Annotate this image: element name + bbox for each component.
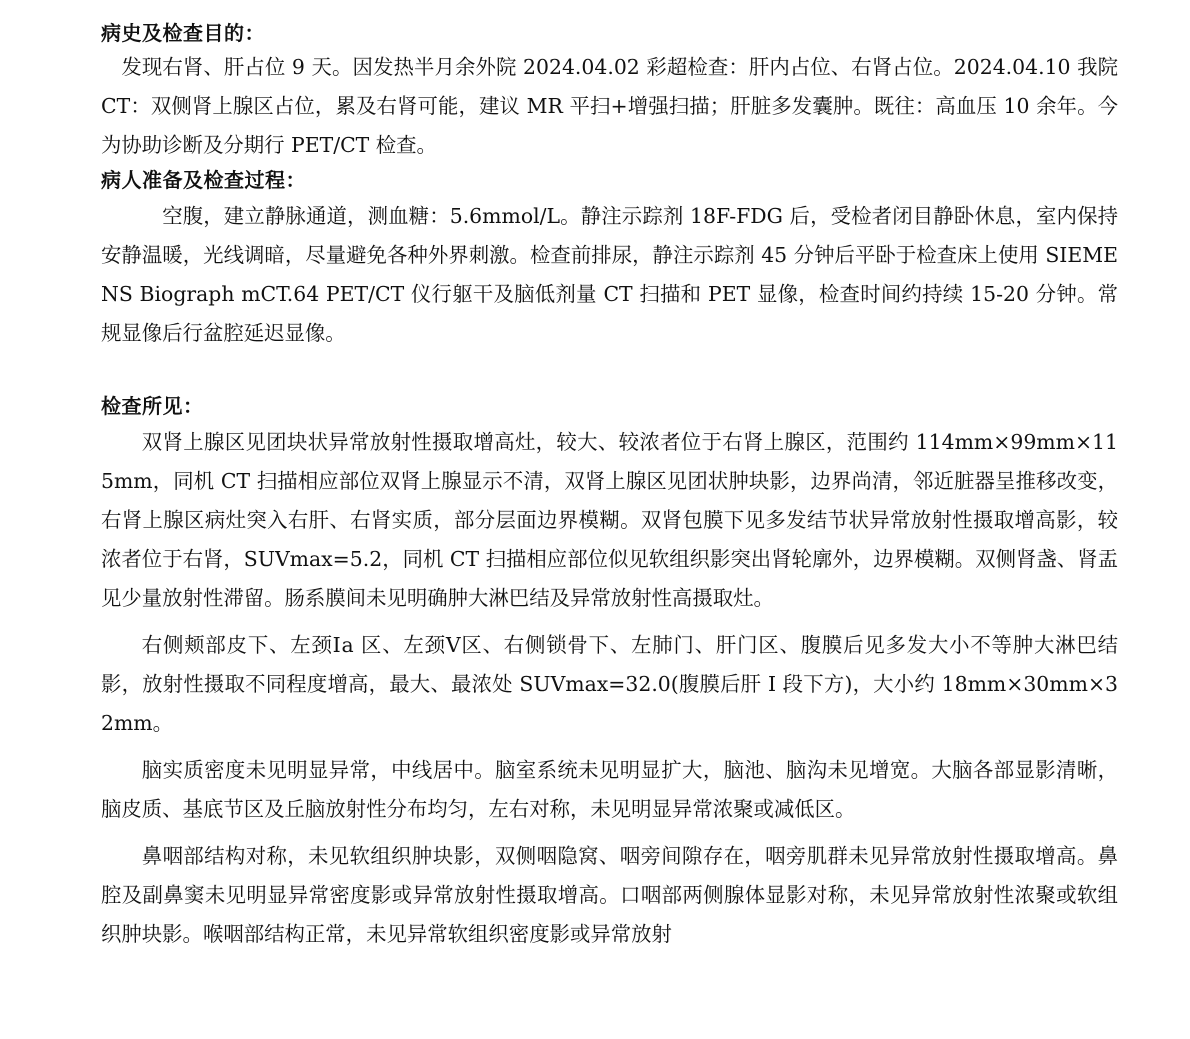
preparation-heading: 病人准备及检查过程： bbox=[101, 168, 306, 192]
findings-paragraph-nasopharynx: 鼻咽部结构对称，未见软组织肿块影，双侧咽隐窝、咽旁间隙存在，咽旁肌群未见异常放射性摄取增高。鼻腔及副鼻窦未见明显异常密度影或异常放射性摄取增高。口咽部两侧腺体显影对称，未见异常放射性浓聚或软组织肿块影。喉咽部结构正常，未见异常软组织密度影或异常放射 bbox=[101, 844, 1118, 946]
preparation-paragraph: 空腹，建立静脉通道，测血糖：5.6mmol/L。静注示踪剂 18F-FDG 后，受检者闭目静卧休息，室内保持安静温暖，光线调暗，尽量避免各种外界刺激。检查前排尿，静注示踪剂 45 分钟后平卧于检查床上使用 SIEMENS Biograph mCT.64 PET/CT 仪行躯干及脑低剂量 CT 扫描和 PET 显像，检查时间约持续 15-20 分钟。常规显像后行盆腔延迟显像。 bbox=[101, 204, 1118, 345]
findings-heading: 检查所见： bbox=[101, 394, 204, 418]
findings-paragraph-adrenal: 双肾上腺区见团块状异常放射性摄取增高灶，较大、较浓者位于右肾上腺区，范围约 114mm×99mm×115mm，同机 CT 扫描相应部位双肾上腺显示不清，双肾上腺区见团状肿块影，边界尚清，邻近脏器呈推移改变，右肾上腺区病灶突入右肝、右肾实质，部分层面边界模糊。双肾包膜下见多发结节状异常放射性摄取增高影，较浓者位于右肾，SUVmax=5.2，同机 CT 扫描相应部位似见软组织影突出肾轮廓外，边界模糊。双侧肾盏、肾盂见少量放射性滞留。肠系膜间未见明确肿大淋巴结及异常放射性高摄取灶。 bbox=[101, 430, 1118, 610]
history-paragraph: 发现右肾、肝占位 9 天。因发热半月余外院 2024.04.02 彩超检查：肝内占位、右肾占位。2024.04.10 我院 CT：双侧肾上腺区占位，累及右肾可能，建议 MR 平扫+增强扫描；肝脏多发囊肿。既往：高血压 10 余年。今为协助诊断及分期行 PET/CT 检查。 bbox=[101, 55, 1118, 157]
history-heading: 病史及检查目的： bbox=[101, 21, 265, 45]
findings-paragraph-lymph-nodes: 右侧颊部皮下、左颈Ⅰa 区、左颈Ⅴ区、右侧锁骨下、左肺门、肝门区、腹膜后见多发大小不等肿大淋巴结影，放射性摄取不同程度增高，最大、最浓处 SUVmax=32.0(腹膜后肝 I 段下方)，大小约 18mm×30mm×32mm。 bbox=[101, 633, 1118, 735]
findings-paragraph-brain: 脑实质密度未见明显异常，中线居中。脑室系统未见明显扩大，脑池、脑沟未见增宽。大脑各部显影清晰，脑皮质、基底节区及丘脑放射性分布均匀，左右对称，未见明显异常浓聚或减低区。 bbox=[101, 758, 1118, 821]
